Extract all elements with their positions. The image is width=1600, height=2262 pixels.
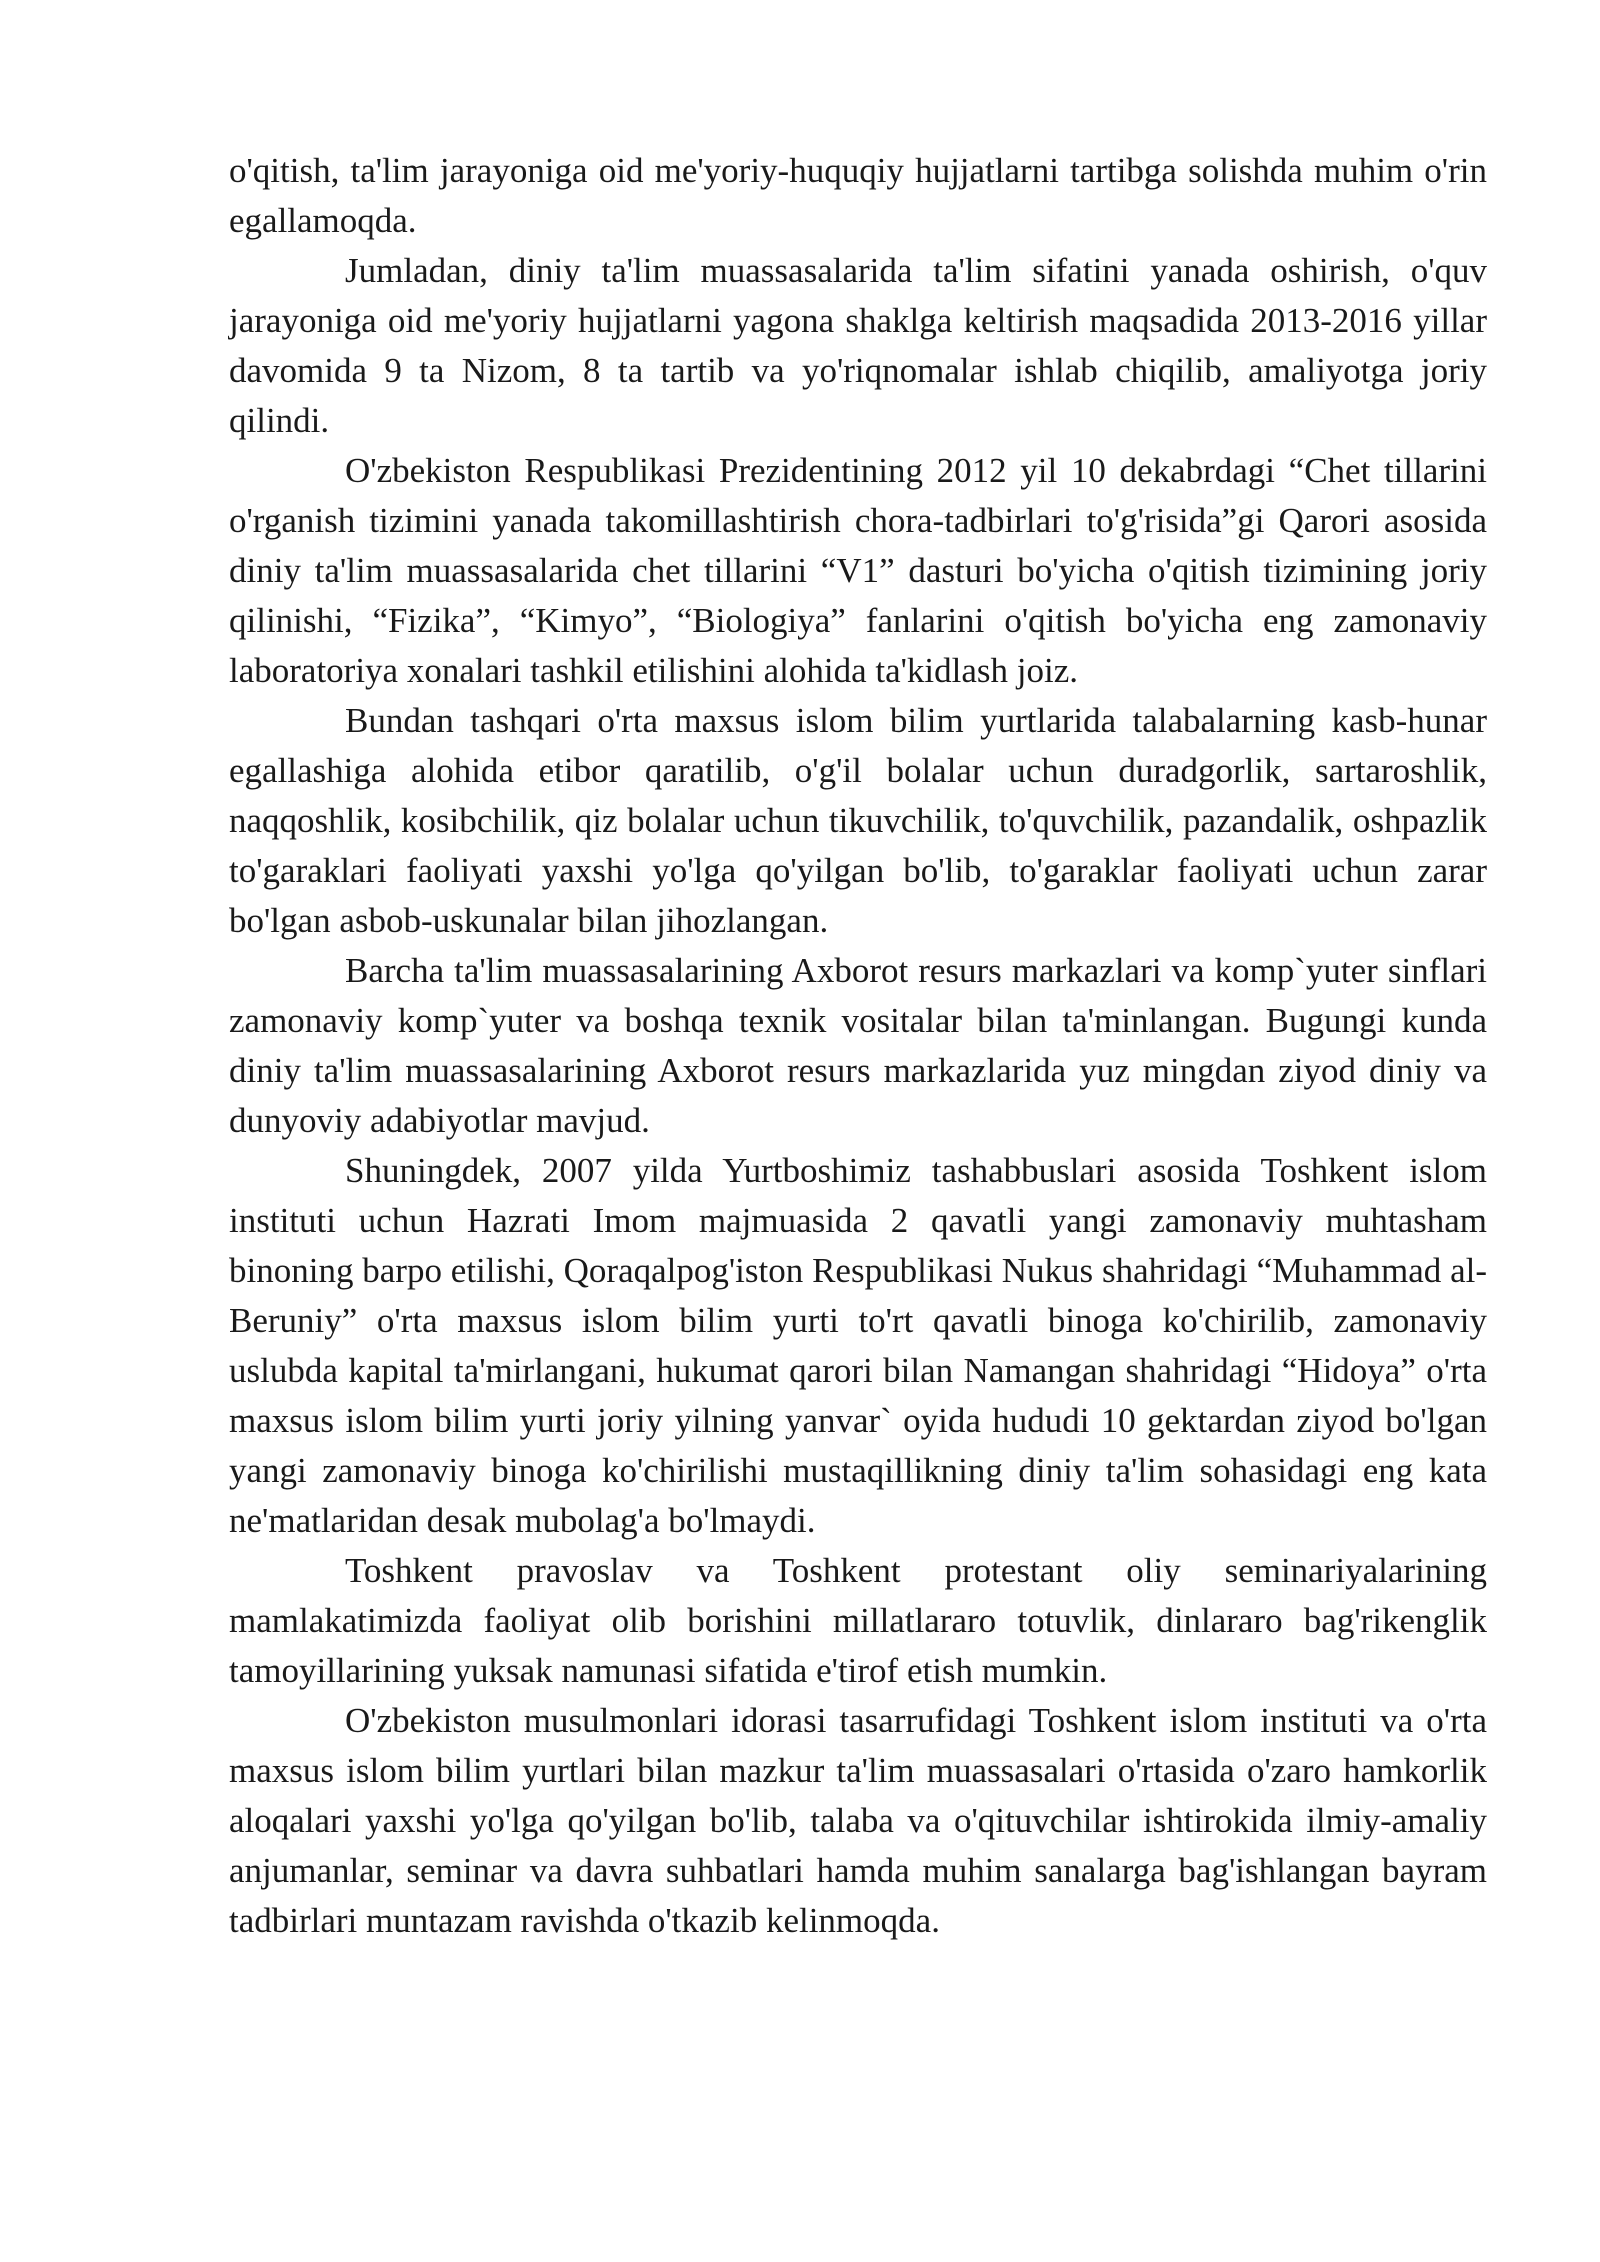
- document-page: [229, 146, 1487, 1946]
- paragraph-4: Bundan tashqari o'rta maxsus islom bilim yurtlarida talabalarning kasb-hunar egallashiga alohida etibor qaratilib, o'g'il bolalar uchun duradgorlik, sartaroshlik, naqqoshlik, kosibchilik, qiz bolalar uchun tikuvchilik, to'quvchilik, pazandalik, oshpazlik to'garaklari faoliyati yaxshi yo'lga qo'yilgan bo'lib, to'garaklar faoliyati uchun zarar bo'lgan asbob-uskunalar bilan jihozlangan.: [229, 701, 1487, 940]
- paragraph-5: Barcha ta'lim muassasalarining Axborot resurs markazlari va komp`yuter sinflari zamonaviy komp`yuter va boshqa texnik vositalar bilan ta'minlangan. Bugungi kunda diniy ta'lim muassasalarining Axborot resurs markazlarida yuz mingdan ziyod diniy va dunyoviy adabiyotlar mavjud.: [229, 951, 1487, 1140]
- paragraph-3: O'zbekiston Respublikasi Prezidentining 2012 yil 10 dekabrdagi “Chet tillarini o'rganish tizimini yanada takomillashtirish chora-tadbirlari to'g'risida”gi Qarori asosida diniy ta'lim muassasalarida chet tillarini “V1” dasturi bo'yicha o'qitish tizimining joriy qilinishi, “Fizika”, “Kimyo”, “Biologiya” fanlarini o'qitish bo'yicha eng zamonaviy laboratoriya xonalari tashkil etilishini alohida ta'kidlash joiz.: [229, 451, 1487, 690]
- paragraph-1: o'qitish, ta'lim jarayoniga oid me'yoriy-huquqiy hujjatlarni tartibga solishda muhim o'rin egallamoqda.: [229, 151, 1487, 240]
- paragraph-7: Toshkent pravoslav va Toshkent protestant oliy seminariyalarining mamlakatimizda faoliyat olib borishini millatlararo totuvlik, dinlararo bag'rikenglik tamoyillarining yuksak namunasi sifatida e'tirof etish mumkin.: [229, 1551, 1487, 1690]
- paragraph-8: O'zbekiston musulmonlari idorasi tasarrufidagi Toshkent islom instituti va o'rta maxsus islom bilim yurtlari bilan mazkur ta'lim muassasalari o'rtasida o'zaro hamkorlik aloqalari yaxshi yo'lga qo'yilgan bo'lib, talaba va o'qituvchilar ishtirokida ilmiy-amaliy anjumanlar, seminar va davra suhbatlari hamda muhim sanalarga bag'ishlangan bayram tadbirlari muntazam ravishda o'tkazib kelinmoqda.: [229, 1701, 1487, 1940]
- paragraph-2: Jumladan, diniy ta'lim muassasalarida ta'lim sifatini yanada oshirish, o'quv jarayoniga oid me'yoriy hujjatlarni yagona shaklga keltirish maqsadida 2013-2016 yillar davomida 9 ta Nizom, 8 ta tartib va yo'riqnomalar ishlab chiqilib, amaliyotga joriy qilindi.: [229, 251, 1487, 440]
- paragraph-6: Shuningdek, 2007 yilda Yurtboshimiz tashabbuslari asosida Toshkent islom instituti uchun Hazrati Imom majmuasida 2 qavatli yangi zamonaviy muhtasham binoning barpo etilishi, Qoraqalpog'iston Respublikasi Nukus shahridagi “Muhammad al-Beruniy” o'rta maxsus islom bilim yurti to'rt qavatli binoga ko'chirilib, zamonaviy uslubda kapital ta'mirlangani, hukumat qarori bilan Namangan shahridagi “Hidoya” o'rta maxsus islom bilim yurti joriy yilning yanvar` oyida hududi 10 gektardan ziyod bo'lgan yangi zamonaviy binoga ko'chirilishi mustaqillikning diniy ta'lim sohasidagi eng kata ne'matlaridan desak mubolag'a bo'lmaydi.: [229, 1151, 1487, 1540]
